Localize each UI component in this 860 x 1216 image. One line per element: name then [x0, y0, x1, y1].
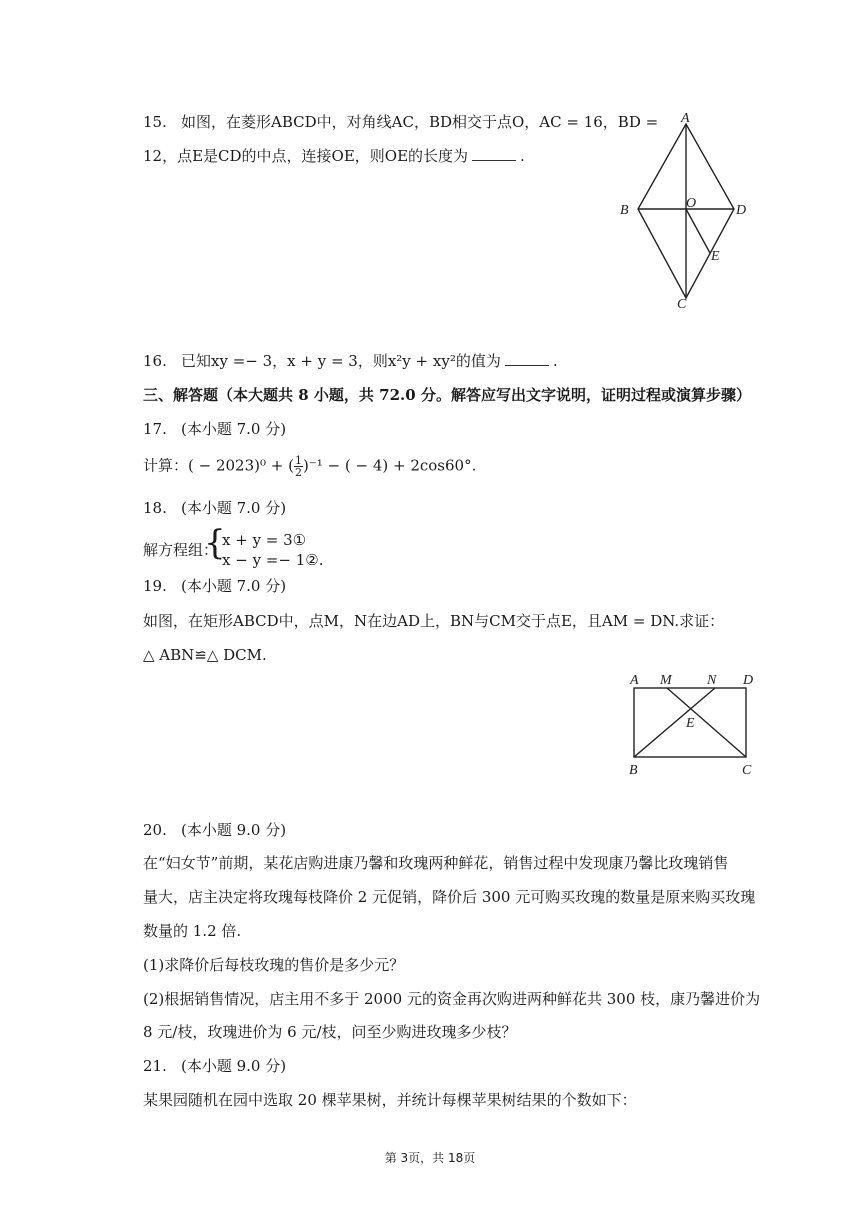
equation-2: x − y =− 1② [222, 551, 319, 569]
q20-score: (本小题 9.0 分) [181, 821, 287, 839]
q19-score: (本小题 7.0 分) [181, 577, 287, 595]
q17-expr-b: )⁻¹ − ( − 4) + 2cos60°. [302, 456, 477, 475]
q20-line: 数量的 1.2 倍. [143, 922, 242, 940]
section-title-a: 三、解答题（本大题共 [143, 386, 294, 404]
q19-number: 19. [143, 577, 167, 595]
q15-text-line2: 12，点E是CD的中点，连接OE，则OE的长度为 [143, 147, 469, 165]
label-c: C [742, 763, 752, 778]
q18-header [143, 498, 286, 518]
q20-number: 20. [143, 821, 167, 839]
q20-line: 在“妇女节”前期，某花店购进康乃馨和玫瑰两种鲜花，销售过程中发现康乃馨比玫瑰销售 [143, 854, 729, 872]
label-a: A [681, 111, 690, 126]
section-title-c: 分。解答应写出文字说明，证明过程或演算步骤） [420, 386, 751, 404]
q18-number: 18. [143, 499, 167, 517]
q19-line2: △ ABN≌△ DCM. [143, 646, 267, 664]
section-title-b: 小题，共 [313, 386, 374, 404]
q20-header [143, 820, 286, 840]
q16-period: . [552, 352, 558, 370]
q21-header [143, 1056, 286, 1076]
fraction-denominator: 2 [294, 466, 302, 479]
label-e: E [711, 249, 720, 264]
equation-system [222, 530, 323, 570]
q20-subquestion-1: (1)求降价后每枝玫瑰的售价是多少元？ [143, 956, 405, 974]
q18-score: (本小题 7.0 分) [181, 499, 287, 517]
answer-blank-q16 [505, 351, 549, 366]
q16-line [143, 351, 558, 371]
q20-line: 8 元/枝，玫瑰进价为 6 元/枝，问至少购进玫瑰多少枝？ [143, 1023, 517, 1041]
q17-prefix: 计算： [143, 456, 189, 475]
label-b: B [620, 203, 629, 218]
q15-period: . [520, 147, 525, 165]
answer-blank-q15 [472, 146, 516, 161]
q20-subquestion-2: (2)根据销售情况，店主用不多于 2000 元的资金再次购进两种鲜花共 300 枝，康乃馨进价为 [143, 990, 761, 1008]
q21-line1: 某果园随机在园中选取 20 棵苹果树，并统计每棵苹果树结果的个数如下： [143, 1091, 637, 1109]
label-o: O [686, 196, 697, 211]
q18-system [143, 523, 443, 570]
rectangle-figure [622, 668, 767, 783]
q17-expr-a: ( − 2023)⁰ + ( [188, 456, 294, 475]
segment-bn [634, 688, 715, 757]
q21-score: (本小题 9.0 分) [181, 1057, 287, 1075]
q18-prefix: 解方程组： [143, 541, 219, 559]
page-footer: 第 3页，共 18页 [384, 1151, 476, 1165]
section-score: 72.0 [379, 386, 416, 404]
q19-line1: 如图，在矩形ABCD中，点M，N在边AD上，BN与CM交于点E，且AM = DN.求证： [143, 612, 725, 630]
rhombus-figure [610, 110, 760, 310]
q15-text-line1: 如图，在菱形ABCD中，对角线AC，BD相交于点O，AC = 16，BD = [181, 113, 659, 131]
brace-symbol: { [204, 523, 226, 563]
label-d: D [743, 673, 754, 688]
q21-number: 21. [143, 1057, 167, 1075]
q17-number: 17. [143, 420, 167, 438]
fraction-numerator: 1 [294, 454, 302, 467]
q15-line2 [143, 146, 525, 166]
q17-header [143, 419, 286, 439]
q19-header [143, 576, 286, 596]
segment-oe [686, 209, 710, 253]
q16-text: 已知xy =− 3，x + y = 3，则x²y + xy²的值为 [181, 352, 501, 370]
q17-expression [143, 455, 476, 481]
label-m: M [660, 673, 672, 688]
label-n: N [707, 673, 717, 688]
q15-number: 15. [143, 113, 167, 131]
label-c: C [677, 297, 687, 310]
section-heading [143, 385, 751, 405]
q18-period: . [318, 551, 324, 569]
section-count: 8 [298, 386, 309, 404]
label-e: E [686, 716, 695, 731]
fraction-one-half [294, 455, 303, 478]
label-b: B [629, 763, 638, 778]
equation-1: x + y = 3① [222, 531, 307, 549]
segment-cm [667, 688, 746, 757]
q20-line: 量大，店主决定将玫瑰每枝降价 2 元促销，降价后 300 元可购买玫瑰的数量是原来购买玫瑰 [143, 888, 756, 906]
label-d: D [736, 203, 747, 218]
q17-score: (本小题 7.0 分) [181, 420, 287, 438]
q15-line1 [143, 112, 658, 132]
q16-number: 16. [143, 352, 167, 370]
label-a: A [630, 673, 639, 688]
